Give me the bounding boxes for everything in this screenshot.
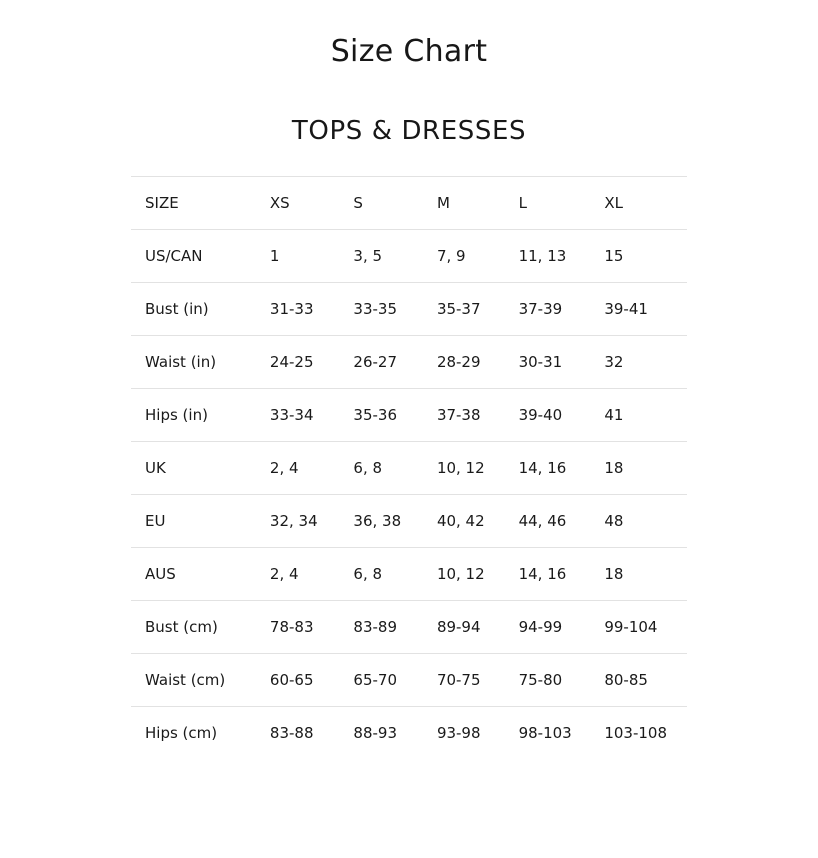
table-row (131, 654, 687, 707)
cell-l: 14, 16 (518, 565, 567, 583)
cell-xs: 83-88 (269, 724, 314, 742)
cell-m: 70-75 (436, 671, 481, 689)
column-header-xl: XL (604, 194, 623, 212)
cell-xl: 48 (604, 512, 624, 530)
table-row (131, 495, 687, 548)
cell-l: 37-39 (518, 300, 563, 318)
cell-m: 10, 12 (436, 565, 485, 583)
table-row (131, 601, 687, 654)
row-label: Hips (in) (145, 406, 208, 424)
cell-l: 94-99 (518, 618, 563, 636)
table-row (131, 442, 687, 495)
cell-xl: 99-104 (604, 618, 658, 636)
table-row (131, 283, 687, 336)
cell-l: 98-103 (518, 724, 572, 742)
cell-xl: 18 (604, 459, 624, 477)
cell-xs: 60-65 (269, 671, 314, 689)
cell-m: 7, 9 (436, 247, 466, 265)
cell-m: 37-38 (436, 406, 481, 424)
row-label: AUS (145, 565, 176, 583)
cell-xs: 32, 34 (269, 512, 318, 530)
cell-xs: 78-83 (269, 618, 314, 636)
cell-s: 26-27 (353, 353, 398, 371)
cell-s: 36, 38 (353, 512, 402, 530)
cell-l: 39-40 (518, 406, 563, 424)
cell-l: 14, 16 (518, 459, 567, 477)
cell-xl: 15 (604, 247, 624, 265)
cell-xl: 32 (604, 353, 624, 371)
column-header-s: S (353, 194, 363, 212)
section-heading: TOPS & DRESSES (291, 116, 527, 146)
cell-xs: 2, 4 (269, 565, 299, 583)
cell-s: 6, 8 (353, 459, 383, 477)
cell-xl: 39-41 (604, 300, 648, 318)
cell-l: 30-31 (518, 353, 563, 371)
cell-m: 93-98 (436, 724, 481, 742)
table-header-row (131, 177, 687, 230)
cell-s: 3, 5 (353, 247, 383, 265)
table-row (131, 707, 687, 760)
cell-l: 11, 13 (518, 247, 567, 265)
column-header-m: M (436, 194, 450, 212)
cell-m: 89-94 (436, 618, 481, 636)
column-header-xs: XS (269, 194, 290, 212)
cell-l: 44, 46 (518, 512, 567, 530)
row-label: US/CAN (145, 247, 203, 265)
row-label: Hips (cm) (145, 724, 218, 742)
table-row (131, 548, 687, 601)
cell-xs: 24-25 (269, 353, 314, 371)
cell-xl: 80-85 (604, 671, 648, 689)
cell-xs: 2, 4 (269, 459, 299, 477)
row-label: Bust (cm) (145, 618, 218, 636)
cell-xs: 31-33 (269, 300, 314, 318)
cell-xl: 103-108 (604, 724, 668, 742)
row-label: Waist (cm) (145, 671, 226, 689)
cell-s: 83-89 (353, 618, 398, 636)
cell-s: 65-70 (353, 671, 398, 689)
cell-l: 75-80 (518, 671, 563, 689)
row-label: EU (145, 512, 166, 530)
cell-xs: 1 (269, 247, 280, 265)
cell-s: 33-35 (353, 300, 398, 318)
column-header-l: L (518, 194, 527, 212)
table-row (131, 336, 687, 389)
table-row (131, 230, 687, 283)
size-table (131, 176, 687, 759)
page-title: Size Chart (330, 34, 488, 69)
cell-m: 35-37 (436, 300, 481, 318)
column-header-size: SIZE (145, 194, 179, 212)
cell-xl: 41 (604, 406, 624, 424)
cell-m: 10, 12 (436, 459, 485, 477)
row-label: UK (145, 459, 166, 477)
cell-m: 28-29 (436, 353, 481, 371)
cell-s: 35-36 (353, 406, 398, 424)
size-chart-page (0, 32, 818, 858)
row-label: Bust (in) (145, 300, 209, 318)
cell-xl: 18 (604, 565, 624, 583)
size-table-container (131, 176, 687, 759)
cell-s: 6, 8 (353, 565, 383, 583)
cell-s: 88-93 (353, 724, 398, 742)
table-row (131, 389, 687, 442)
cell-xs: 33-34 (269, 406, 314, 424)
row-label: Waist (in) (145, 353, 217, 371)
cell-m: 40, 42 (436, 512, 485, 530)
